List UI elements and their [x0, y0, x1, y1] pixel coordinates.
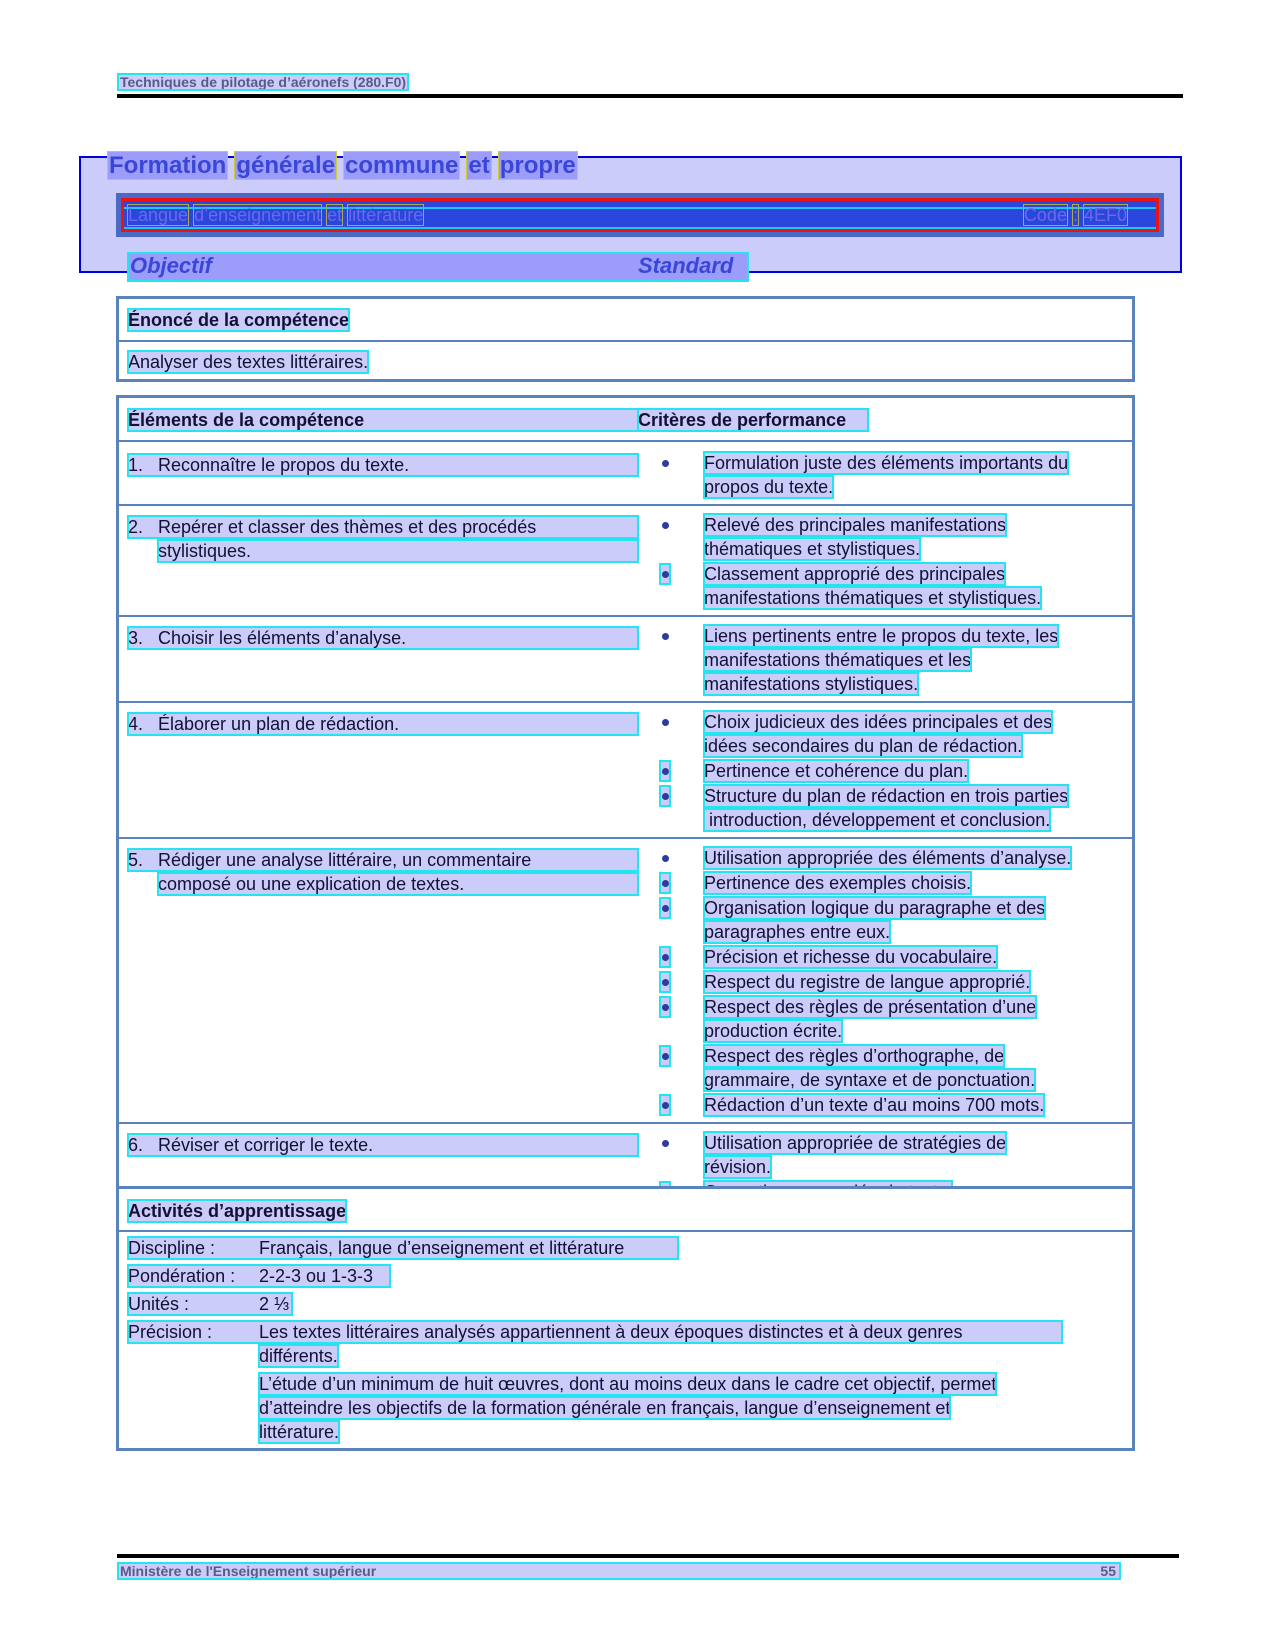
- bullet-icon: [662, 979, 669, 986]
- precision-p2-line: d’atteindre les objectifs de la formation générale en français, langue d’enseignement et: [259, 1398, 951, 1418]
- enonce-heading: Énoncé de la compétence: [128, 310, 350, 330]
- unites-label: Unités :: [128, 1294, 190, 1314]
- bullet-icon: [662, 719, 669, 726]
- element-text-line: 5. Rédiger une analyse littéraire, un commentaire: [128, 849, 638, 871]
- criterion-text-line: Pertinence des exemples choisis.: [704, 873, 972, 893]
- bullet-icon: [662, 880, 669, 887]
- standard-label: Standard: [638, 253, 734, 278]
- footer-ministry: Ministère de l'Enseignement supérieur: [120, 1563, 377, 1579]
- criterion-text-line: manifestations thématiques et les: [704, 650, 972, 670]
- bullet-icon: [662, 1102, 669, 1109]
- element-text-line: 3. Choisir les éléments d’analyse.: [128, 627, 638, 649]
- course-word: Langue: [128, 205, 189, 225]
- code-separator: :: [1072, 205, 1078, 225]
- element-text-line: 4. Élaborer un plan de rédaction.: [128, 713, 638, 735]
- criteria-heading: Critères de performance: [638, 409, 868, 431]
- running-header: Techniques de pilotage d’aéronefs (280.F0): [120, 74, 407, 90]
- title-word: Formation: [109, 152, 227, 179]
- course-word: littérature: [348, 205, 424, 225]
- ponderation-row: [128, 1265, 390, 1287]
- element-text-line: stylistiques.: [158, 540, 638, 562]
- enonce-text: Analyser des textes littéraires.: [128, 352, 369, 372]
- criterion-text-line: Pertinence et cohérence du plan.: [704, 761, 969, 781]
- page-footer: [118, 1563, 1120, 1579]
- divider: [119, 1230, 1132, 1232]
- divider: [119, 1122, 1132, 1124]
- activites-heading: Activités d’apprentissage: [128, 1201, 347, 1221]
- unites-row: [128, 1293, 292, 1315]
- course-code: [1024, 205, 1133, 226]
- unites-value: 2 ⅓: [259, 1294, 290, 1314]
- discipline-label: Discipline :: [128, 1238, 216, 1258]
- criterion-text-line: Respect des règles d’orthographe, de: [704, 1046, 1005, 1066]
- discipline-value: Français, langue d’enseignement et littérature: [259, 1238, 625, 1258]
- criterion-text-line: Rédaction d’un texte d’au moins 700 mots.: [704, 1095, 1045, 1115]
- precision-row: [128, 1321, 1062, 1343]
- criterion-text-line: Liens pertinents entre le propos du texte, les: [704, 626, 1059, 646]
- title-word: propre: [499, 152, 576, 179]
- bullet-icon: [662, 633, 669, 640]
- element-text-line: 6. Réviser et corriger le texte.: [128, 1134, 638, 1156]
- bullet-icon: [662, 1053, 669, 1060]
- ponderation-label: Pondération :: [128, 1266, 236, 1286]
- bullet-icon: [662, 793, 669, 800]
- precision-p1-line: différents.: [259, 1346, 338, 1366]
- criterion-text-line: production écrite.: [704, 1021, 843, 1041]
- criterion-text-line: propos du texte.: [704, 477, 834, 497]
- criterion-text-line: thématiques et stylistiques.: [704, 539, 921, 559]
- divider: [119, 440, 1132, 442]
- bullet-icon: [662, 768, 669, 775]
- course-name: [128, 205, 429, 226]
- section-title: [108, 152, 585, 180]
- criterion-text-line: Classement approprié des principales: [704, 564, 1006, 584]
- bullet-icon: [662, 954, 669, 961]
- criterion-text-line: Choix judicieux des idées principales et des: [704, 712, 1053, 732]
- precision-p2-line: littérature.: [259, 1422, 340, 1442]
- footer-rule: [117, 1554, 1179, 1558]
- criterion-text-line: Formulation juste des éléments importants du: [704, 453, 1069, 473]
- precision-label: Précision :: [128, 1322, 213, 1342]
- criterion-text-line: grammaire, de syntaxe et de ponctuation.: [704, 1070, 1036, 1090]
- criterion-text-line: Précision et richesse du vocabulaire.: [704, 947, 998, 967]
- divider: [119, 615, 1132, 617]
- divider: [119, 340, 1132, 342]
- elements-heading: Éléments de la compétence: [128, 409, 638, 431]
- code-value: 4EF0: [1083, 205, 1127, 225]
- criterion-text-line: Utilisation appropriée de stratégies de: [704, 1133, 1007, 1153]
- criterion-text-line: manifestations stylistiques.: [704, 674, 919, 694]
- criterion-text-line: introduction, développement et conclusion.: [704, 810, 1051, 830]
- precision-p2-line: L’étude d’un minimum de huit œuvres, dont au moins deux dans le cadre cet objectif, permet: [259, 1374, 997, 1394]
- title-word: générale: [236, 152, 336, 179]
- bullet-icon: [662, 1004, 669, 1011]
- code-label: Code: [1023, 205, 1067, 225]
- divider: [119, 837, 1132, 839]
- criterion-text-line: Respect du registre de langue approprié.: [704, 972, 1031, 992]
- criterion-text-line: Respect des règles de présentation d’une: [704, 997, 1037, 1017]
- title-word: et: [468, 152, 490, 179]
- bullet-icon: [662, 855, 669, 862]
- header-rule: [117, 94, 1183, 98]
- course-word: et: [327, 205, 343, 225]
- bullet-icon: [662, 522, 669, 529]
- bullet-icon: [662, 460, 669, 467]
- objectif-label: Objectif: [130, 253, 212, 278]
- bullet-icon: [662, 1140, 669, 1147]
- element-text-line: 2. Repérer et classer des thèmes et des procédés: [128, 516, 638, 538]
- bullet-icon: [662, 571, 669, 578]
- discipline-row: [128, 1237, 678, 1259]
- criterion-text-line: révision.: [704, 1157, 772, 1177]
- criterion-text-line: paragraphes entre eux.: [704, 922, 891, 942]
- criterion-text-line: manifestations thématiques et stylistiques.: [704, 588, 1042, 608]
- criterion-text-line: idées secondaires du plan de rédaction.: [704, 736, 1023, 756]
- title-word: commune: [345, 152, 459, 179]
- criterion-text-line: Relevé des principales manifestations: [704, 515, 1007, 535]
- divider: [119, 504, 1132, 506]
- element-text-line: 1. Reconnaître le propos du texte.: [128, 454, 638, 476]
- bullet-icon: [662, 905, 669, 912]
- criterion-text-line: Organisation logique du paragraphe et des: [704, 898, 1046, 918]
- ponderation-value: 2-2-3 ou 1-3-3: [259, 1266, 374, 1286]
- element-text-line: composé ou une explication de textes.: [158, 873, 638, 895]
- precision-p1-line: Les textes littéraires analysés appartiennent à deux époques distinctes et à deux genres: [259, 1322, 963, 1342]
- divider: [119, 701, 1132, 703]
- criterion-text-line: Structure du plan de rédaction en trois parties: [704, 786, 1069, 806]
- criterion-text-line: Utilisation appropriée des éléments d’analyse.: [704, 848, 1072, 868]
- course-word: d’enseignement: [194, 205, 322, 225]
- page-number: 55: [1100, 1563, 1116, 1579]
